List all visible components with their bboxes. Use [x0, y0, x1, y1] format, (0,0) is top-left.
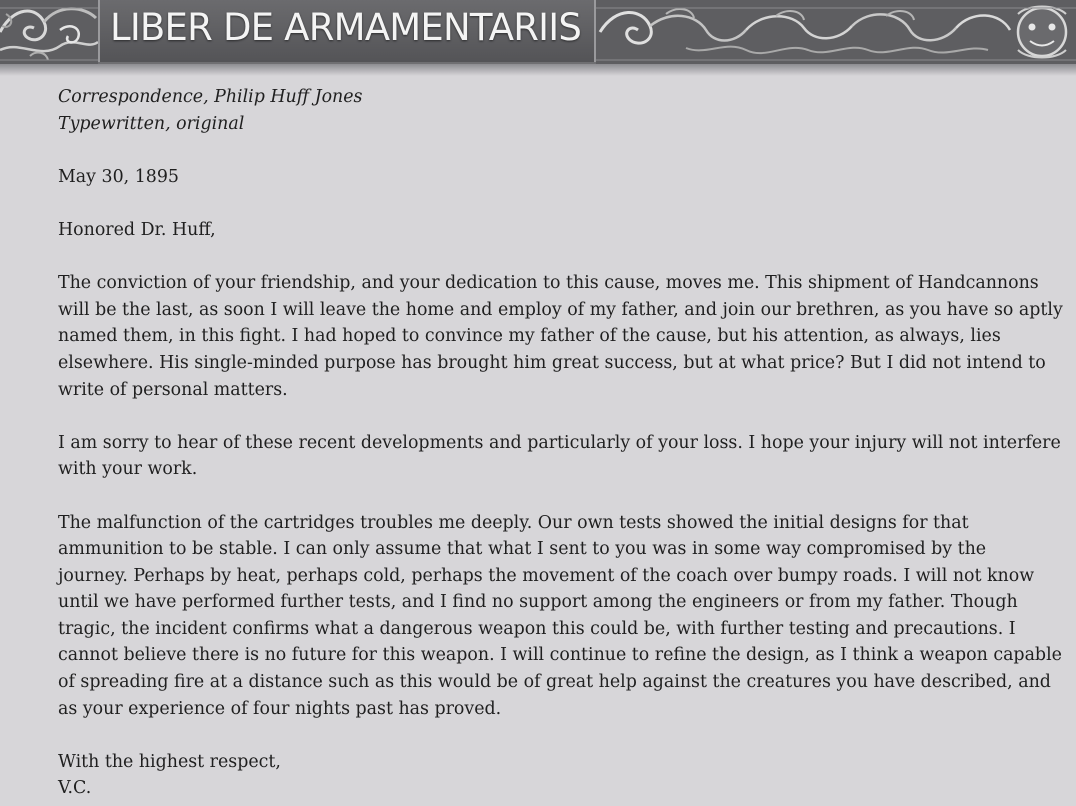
title-plate	[98, 0, 596, 62]
header-banner	[0, 0, 1076, 64]
letter-paragraph: The conviction of your friendship, and your dedication to this cause, moves me. This shipment of Handcannons will be the last, as soon I will leave the home and employ of my father, and join our brethren, as you have so aptly named them, in this fight. I had hoped to convince my father of the cause, but his attention, as always, lies elsewhere. His single-minded purpose has brought him great success, but at what price? But I did not intend to write of personal matters.	[58, 273, 1063, 400]
document-format: Typewritten, original	[58, 113, 245, 134]
letter-closing: With the highest respect,	[58, 751, 281, 772]
letter-salutation: Honored Dr. Huff,	[58, 219, 216, 240]
letter-paragraph: The malfunction of the cartridges troubles me deeply. Our own tests showed the initial designs for that ammunition to be stable. I can only assume that what I sent to you was in some way compromised by the journey. Perhaps by heat, perhaps cold, perhaps the movement of the coach over bumpy roads. I will not know until we have performed further tests, and I find no support among the engineers or from my father. Though tragic, the incident confirms what a dangerous weapon this could be, with further testing and precautions. I cannot believe there is no future for this weapon. I will continue to refine the design, as I think a weapon capable of spreading fire at a distance such as this would be of great help against the creatures you have described, and as your experience of four nights past has proved.	[58, 512, 1062, 719]
document-source: Correspondence, Philip Huff Jones	[58, 87, 363, 107]
letter-date: May 30, 1895	[58, 166, 179, 187]
page-title: LIBER DE ARMAMENTARIIS	[110, 6, 582, 49]
left-scroll-ornament	[0, 0, 98, 64]
right-scroll-ornament	[596, 0, 1076, 64]
letter-document	[58, 84, 1066, 802]
header-shadow	[0, 64, 1076, 76]
letter-signature: V.C.	[58, 778, 92, 799]
letter-paragraph: I am sorry to hear of these recent developments and particularly of your loss. I hope your injury will not interfere with your work.	[58, 432, 1061, 480]
